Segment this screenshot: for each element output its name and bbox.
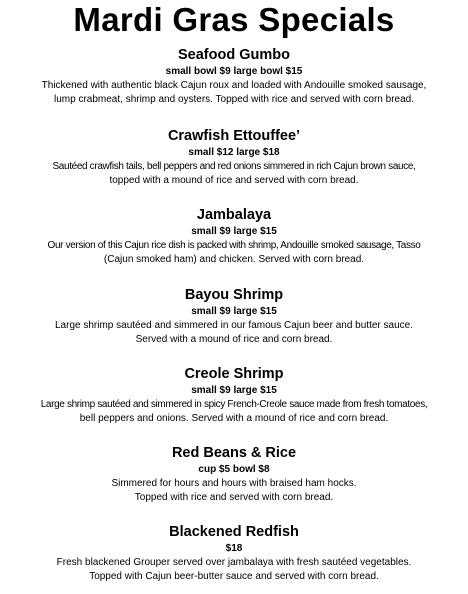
menu-item-name: Bayou Shrimp — [184, 287, 284, 303]
menu-item-name: Red Beans & Rice — [171, 445, 297, 461]
menu-item-jambalaya — [0, 206, 468, 267]
menu-item-description: (Cajun smoked ham) and chicken. Served with corn bread. — [103, 254, 365, 265]
menu-item-description: Sautéed crawfish tails, bell peppers and red onions simmered in rich Cajun brown sauce, — [52, 161, 416, 172]
menu-item-name: Seafood Gumbo — [178, 47, 290, 63]
menu-item-description: lump crabmeat, shrimp and oysters. Topped with rice and served with corn bread. — [54, 94, 414, 105]
menu-item-red-beans-rice — [0, 444, 468, 505]
menu-item-price: small $9 large $15 — [191, 226, 277, 237]
menu-item-name: Jambalaya — [196, 207, 272, 223]
menu-item-bayou-shrimp — [0, 286, 468, 347]
menu-item-price: cup $5 bowl $8 — [198, 464, 270, 475]
menu-item-description: Fresh blackened Grouper served over jambalaya with fresh sautéed vegetables. — [56, 557, 412, 568]
menu-item-description: Thickened with authentic black Cajun roux and loaded with Andouille smoked sausage, — [41, 80, 427, 91]
menu-item-description: Large shrimp sautéed and simmered in spicy French-Creole sauce made from fresh tomatoes, — [40, 399, 428, 410]
menu-item-description: bell peppers and onions. Served with a mound of rice and corn bread. — [79, 413, 389, 424]
menu-item-name: Creole Shrimp — [184, 366, 284, 382]
menu-item-crawfish-ettouffee — [0, 127, 468, 188]
menu-item-description: Large shrimp sautéed and simmered in our famous Cajun beer and butter sauce. — [55, 320, 413, 331]
menu-title: Mardi Gras Specials — [73, 1, 395, 38]
menu-item-description: Our version of this Cajun rice dish is packed with shrimp, Andouille smoked sausage, Tasso — [47, 240, 421, 251]
menu-item-description: Simmered for hours and hours with braised ham hocks. — [111, 478, 357, 489]
menu-item-price: small $9 large $15 — [191, 385, 277, 396]
menu-item-price: $18 — [225, 543, 243, 554]
menu-item-name: Crawfish Ettouffee’ — [167, 128, 301, 144]
menu-item-price: small $12 large $18 — [188, 147, 280, 158]
menu-item-blackened-redfish — [0, 523, 468, 584]
menu-item-seafood-gumbo — [0, 46, 468, 107]
menu-item-price: small bowl $9 large bowl $15 — [165, 66, 303, 77]
menu-item-description: topped with a mound of rice and served with corn bread. — [109, 175, 359, 186]
menu-item-description: Served with a mound of rice and corn bread. — [135, 334, 333, 345]
menu-item-description: Topped with Cajun beer-butter sauce and served with corn bread. — [89, 571, 379, 582]
menu-item-price: small $9 large $15 — [191, 306, 277, 317]
menu-item-description: Topped with rice and served with corn bread. — [134, 492, 334, 503]
menu-item-name: Blackened Redfish — [169, 524, 299, 540]
menu-item-creole-shrimp — [0, 365, 468, 426]
